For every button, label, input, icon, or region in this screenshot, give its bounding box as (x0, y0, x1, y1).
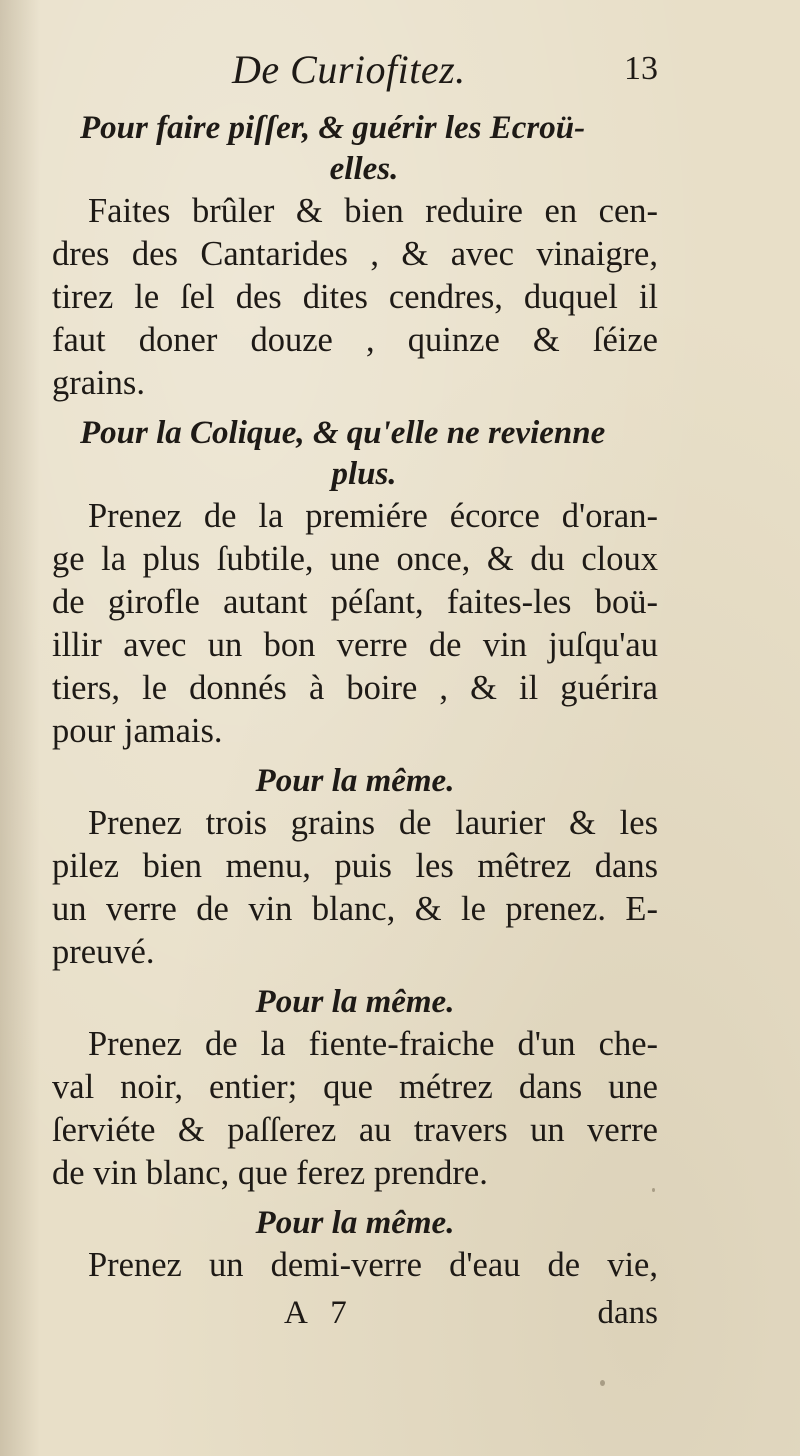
paper-speck (652, 1188, 655, 1192)
paper-speck (600, 1380, 605, 1386)
text-line: de girofle autant péſant, faites-les boü- (52, 583, 658, 621)
text-line: Prenez de la premiére écorce d'oran- (88, 497, 658, 535)
text-line: preuvé. (52, 933, 155, 971)
catchword: dans (597, 1295, 658, 1331)
recipe-paragraph (52, 495, 658, 753)
text-line: ſerviéte & paſſerez au travers un verre (52, 1111, 658, 1149)
text-line: tirez le ſel des dites cendres, duquel il (52, 278, 658, 316)
recipe-paragraph (52, 1244, 658, 1287)
section-heading (52, 1203, 658, 1244)
section-heading-line: Pour faire piſſer, & guérir les Ecroü- (80, 110, 586, 146)
section-heading-line: Pour la Colique, & qu'elle ne revienne (80, 415, 606, 451)
text-line: val noir, entier; que métrez dans une (52, 1068, 658, 1106)
section-heading (52, 761, 658, 802)
text-line: ge la plus ſubtile, une once, & du cloux (52, 540, 658, 578)
recipe-paragraph (52, 802, 658, 974)
running-title: De Curiofitez. (232, 47, 466, 92)
section-heading (52, 982, 658, 1023)
text-line: faut doner douze , quinze & ſéize (52, 321, 658, 359)
text-line: pour jamais. (52, 712, 223, 750)
section-heading (52, 413, 658, 495)
page-footer (52, 1295, 658, 1339)
section-heading-line: Pour la même. (255, 984, 455, 1020)
text-line: pilez bien menu, puis les mêtrez dans (52, 847, 658, 885)
page-number: 13 (624, 50, 658, 87)
recipe-paragraph (52, 190, 658, 405)
text-line: dres des Cantarides , & avec vinaigre, (52, 235, 658, 273)
page-gutter-shadow (0, 0, 40, 1456)
paper-speck (226, 1040, 230, 1044)
text-line: illir avec un bon verre de vin juſqu'au (52, 626, 658, 664)
text-line: tiers, le donnés à boire , & il guérira (52, 669, 658, 707)
section-heading-line: plus. (331, 456, 397, 492)
section-heading-line: Pour la même. (255, 763, 455, 799)
section-heading-line: Pour la même. (255, 1205, 455, 1241)
text-line: de vin blanc, que ferez prendre. (52, 1154, 488, 1192)
text-block (52, 44, 658, 1339)
text-line: Prenez un demi-verre d'eau de vie, (88, 1246, 658, 1284)
text-line: Prenez de la fiente-fraiche d'un che- (88, 1025, 658, 1063)
section-heading (52, 108, 658, 190)
text-line: Prenez trois grains de laurier & les (88, 804, 658, 842)
recipe-paragraph (52, 1023, 658, 1195)
running-head (52, 44, 658, 108)
section-heading-line: elles. (329, 151, 399, 187)
text-line: un verre de vin blanc, & le prenez. E- (52, 890, 658, 928)
signature-mark: A 7 (284, 1295, 355, 1331)
text-line: Faites brûler & bien reduire en cen- (88, 192, 658, 230)
text-line: grains. (52, 364, 145, 402)
